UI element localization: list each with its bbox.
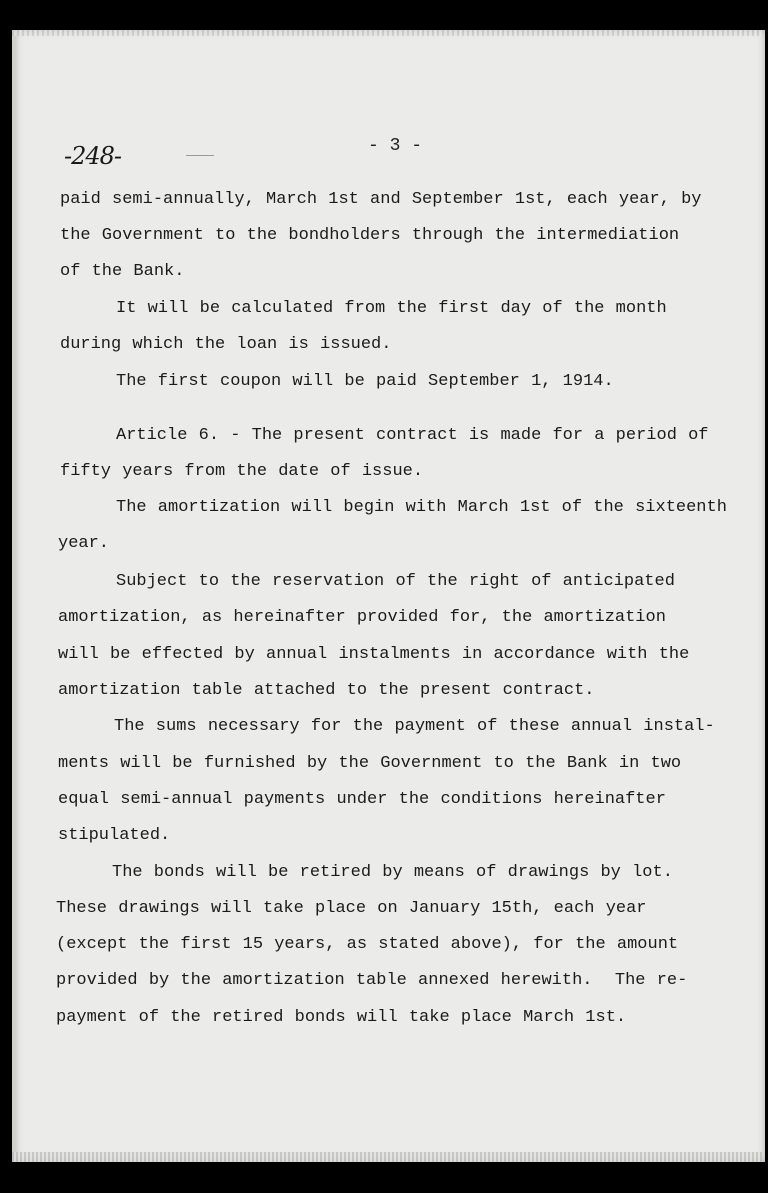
text-line: fifty years from the date of issue. bbox=[60, 462, 424, 481]
text-line: payment of the retired bonds will take place March 1st. bbox=[56, 1008, 627, 1027]
text-line: ments will be furnished by the Government to the Bank in two bbox=[58, 754, 682, 773]
text-line: (except the first 15 years, as stated above), for the amount bbox=[56, 935, 679, 954]
text-line: The bonds will be retired by means of drawings by lot. bbox=[112, 863, 673, 882]
text-line: The sums necessary for the payment of these annual instal- bbox=[114, 717, 715, 736]
text-line: amortization, as hereinafter provided for, the amortization bbox=[58, 608, 666, 627]
page-number: - 3 - bbox=[367, 136, 422, 156]
handwritten-page-number: -248- bbox=[64, 142, 122, 170]
text-line: stipulated. bbox=[58, 826, 171, 845]
text-line: of the Bank. bbox=[60, 262, 185, 281]
text-line: equal semi-annual payments under the conditions hereinafter bbox=[58, 790, 666, 809]
page-bottom-edge bbox=[12, 1152, 762, 1162]
text-line: will be effected by annual instalments in accordance with the bbox=[58, 645, 690, 664]
text-line: The first coupon will be paid September 1, 1914. bbox=[116, 372, 614, 391]
text-line: the Government to the bondholders through the intermediation bbox=[60, 226, 680, 245]
text-line: paid semi-annually, March 1st and September 1st, each year, by bbox=[60, 190, 702, 209]
page-top-edge bbox=[12, 30, 762, 36]
text-line: The amortization will begin with March 1st of the sixteenth bbox=[116, 498, 727, 517]
text-line: during which the loan is issued. bbox=[60, 335, 392, 354]
text-line: These drawings will take place on January 15th, each year bbox=[56, 899, 647, 918]
text-line: provided by the amortization table annexed herewith. The re- bbox=[56, 971, 688, 990]
margin-mark bbox=[186, 155, 214, 156]
text-line: amortization table attached to the present contract. bbox=[58, 681, 595, 700]
text-line: Subject to the reservation of the right of anticipated bbox=[116, 572, 675, 591]
text-line: year. bbox=[58, 534, 110, 553]
text-line: Article 6. - The present contract is made for a period of bbox=[116, 426, 709, 445]
text-line: It will be calculated from the first day of the month bbox=[116, 299, 667, 318]
